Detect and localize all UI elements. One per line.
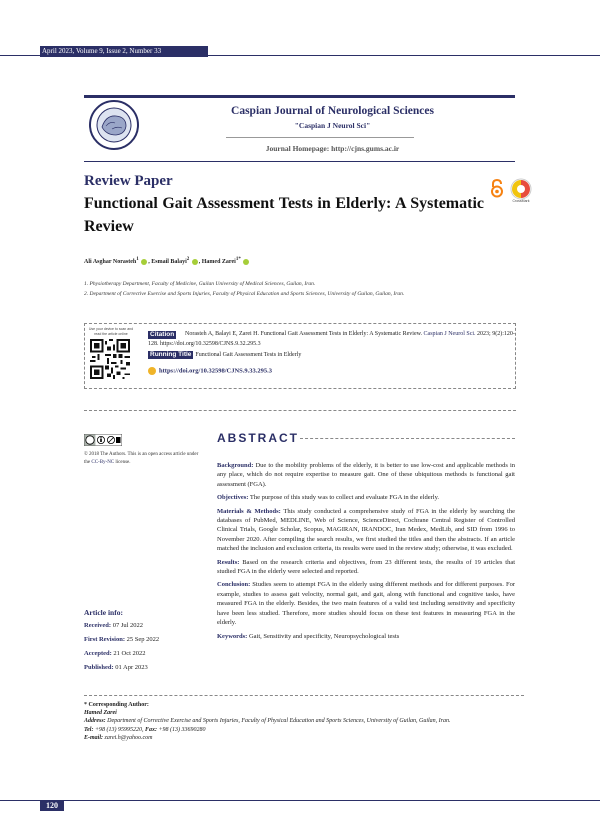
abstract-section-text: Gait, Sensitivity and specificity, Neuropsychological tests [248,632,400,640]
fax-label: Fax: [145,726,157,733]
abstract-section-label: Results: [217,558,240,566]
abstract-section [217,493,515,502]
article-info-value: 07 Jul 2022 [112,622,144,629]
article-info-value: 21 Oct 2022 [113,650,146,657]
abstract-section-label: Background: [217,462,254,469]
qr-code-icon[interactable] [90,339,130,379]
address-label: Address: [84,718,106,725]
author-name[interactable]: Hamed Zarei [201,259,236,265]
article-info-row [84,664,148,671]
abstract-section-label: Objectives: [217,494,249,502]
license-text [84,451,204,466]
article-info-label: First Revision: [84,636,125,643]
article-info-row [84,622,143,629]
citation-authors-title: Norasteh A, Balayi E, Zarei H. Functional Gait Assessment Tests in Elderly: A Systematic Review. [185,331,423,337]
abstract-heading: ABSTRACT [217,431,299,445]
tel-value: +98 (13) 95995220, [94,726,144,733]
author-affiliation-mark: 2 [186,257,190,262]
citation-label: Citation [150,331,175,338]
doi-row [148,367,272,375]
abstract-heading-rule [300,438,515,439]
abstract-section-text: Studies seem to attempt FGA in the elderly using different methods and for different purposes. For example, studies to assess gait velocity, normal gait, and gait, along with functional and cognitive tasks, have measured FGA in the elderly. Besides, the two main features of a valid test including sensitivity and specificity have been less studied. Therefore, more studies should focus on these test features in measuring FGA in the elderly. [217,581,516,627]
abstract-section-label: Conclusion: [217,581,251,589]
running-title-label: Running Title [150,351,192,358]
abstract-section-text: Based on the research criteria and objectives, from 23 different tests, the results of 19 articles that studied FGA in the elderly were selected and reported. [217,558,516,576]
journal-header-rule-bottom [84,161,515,162]
abstract-section [217,461,515,489]
corresponding-phone [84,726,524,734]
journal-logo [88,99,140,151]
license-prefix: © 2018 The Authors. This is an open access article under the [84,452,199,465]
abstract-section-text: The purpose of this study was to collect and evaluate FGA in the elderly. [249,494,440,502]
affiliation: 2. Department of Corrective Exercise and Sports Injuries, Faculty of Physical Education and Sports Sciences, University of Guilan, Guilan, Iran. [84,291,405,297]
article-info-row [84,650,146,657]
author-list: Ali Asghar Norasteh$^1$ , Esmail Balayi$^2$ , Hamed Zarei$^{1*}$ [84,257,250,265]
orcid-icon[interactable] [141,259,147,265]
article-info-label: Received: [84,622,112,629]
issue-banner: April 2023, Volume 9, Issue 2, Number 33 [40,46,208,57]
section-divider [84,410,516,411]
correspondence-divider [84,695,524,696]
paper-type: Review Paper [84,173,173,189]
crossmark-icon[interactable] [510,178,532,200]
fax-value: +98 (13) 33690280 [158,726,206,733]
license-suffix: license. [115,459,131,465]
running-title-row [148,351,301,360]
qr-caption: Use your device to scan and read the article online [88,327,134,336]
orcid-icon[interactable] [243,259,249,265]
article-info-label: Accepted: [84,650,112,657]
email-value[interactable]: zarei.h@yahoo.com [104,734,153,741]
article-info-value: 01 Apr 2023 [115,664,148,671]
abstract-keywords [217,632,515,641]
journal-abbreviation: "Caspian J Neurol Sci" [294,121,371,130]
corresponding-address [84,717,524,725]
orcid-icon[interactable] [192,259,198,265]
affiliation: 1. Physiotherapy Department, Faculty of Medicine, Guilan University of Medical Sciences, Guilan, Iran. [84,281,316,287]
article-info-value: 25 Sep 2022 [126,636,160,643]
abstract-section [217,580,515,627]
abstract-section [217,507,515,554]
corresponding-author-block [84,701,524,742]
journal-header-rule-top [84,95,515,98]
email-label: E-mail: [84,734,103,741]
bottom-rule [0,800,600,801]
doi-link[interactable]: https://doi.org/10.32598/CJNS.9.33.295.3 [159,367,273,375]
citation-journal[interactable]: Caspian J Neurol Sci. [423,331,476,337]
author-name[interactable]: Ali Asghar Norasteh [84,259,137,265]
doi-icon [148,367,156,375]
author-affiliation-mark: 1 [136,257,139,262]
tel-label: Tel: [84,726,94,733]
corresponding-author-heading: * Corresponding Author: [84,702,149,708]
corresponding-email [84,734,524,742]
abstract-section [217,558,515,577]
journal-name: Caspian Journal of Neurological Sciences [231,105,434,117]
abstract-section-label: Keywords: [217,632,248,640]
abstract-section-text: This study conducted a comprehensive study of FGA in the elderly by searching the databases of PubMed, MEDLINE, Web of Science, ScienceDirect, Cochrane Central Register of Controlled Clinical Trials, Google Scholar, Scopus, MAGIRAN, IRANDOC, Iran Medex, MedLib, and SID from 1996 to November 2020. After compiling the search results, we first studied the titles and then the abstracts. If an article matched the inclusion and exclusion criteria, its results were used in the review study; otherwise, it was excluded. [217,507,515,553]
abstract-section-text: Due to the mobility problems of the elderly, it is better to use low-cost and applicable methods in any place, which do not require expertise to measure gait. One of these ubiquitous methods is functional gait assessment (FGA). [217,462,515,488]
article-info-label: Published: [84,664,114,671]
abstract-section-label: Materials & Methods: [217,507,281,515]
open-access-icon[interactable] [490,178,504,198]
article-info-row [84,636,159,643]
author-affiliation-mark: 1* [235,257,241,262]
crossmark-label: CrossMark [512,199,530,203]
journal-header-rule-mid [226,137,414,138]
author-name[interactable]: Esmail Balayi [151,259,187,265]
abstract-body [217,461,515,645]
corresponding-author-name: Hamed Zarei [84,710,117,717]
cc-by-nc-icon[interactable] [84,434,122,446]
journal-homepage[interactable]: Journal Homepage: http://cjns.gums.ac.ir [265,144,400,153]
article-info-title: Article info: [84,608,123,617]
running-title: Functional Gait Assessment Tests in Elderly [195,352,302,358]
article-title: Functional Gait Assessment Tests in Elderly: A Systematic Review [84,195,484,235]
citation-text [148,330,516,349]
license-link[interactable]: CC-By-NC [91,459,115,465]
page-number: 120 [40,800,64,811]
address-value: Department of Corrective Exercise and Sports Injuries, Faculty of Physical Education and Sports Sciences, University of Guilan, Guilan, Iran. [107,718,451,725]
citation-details: 2023; 9(2):120-128. https://doi.org/10.32598/CJNS.9.32.295.3 [148,331,515,347]
